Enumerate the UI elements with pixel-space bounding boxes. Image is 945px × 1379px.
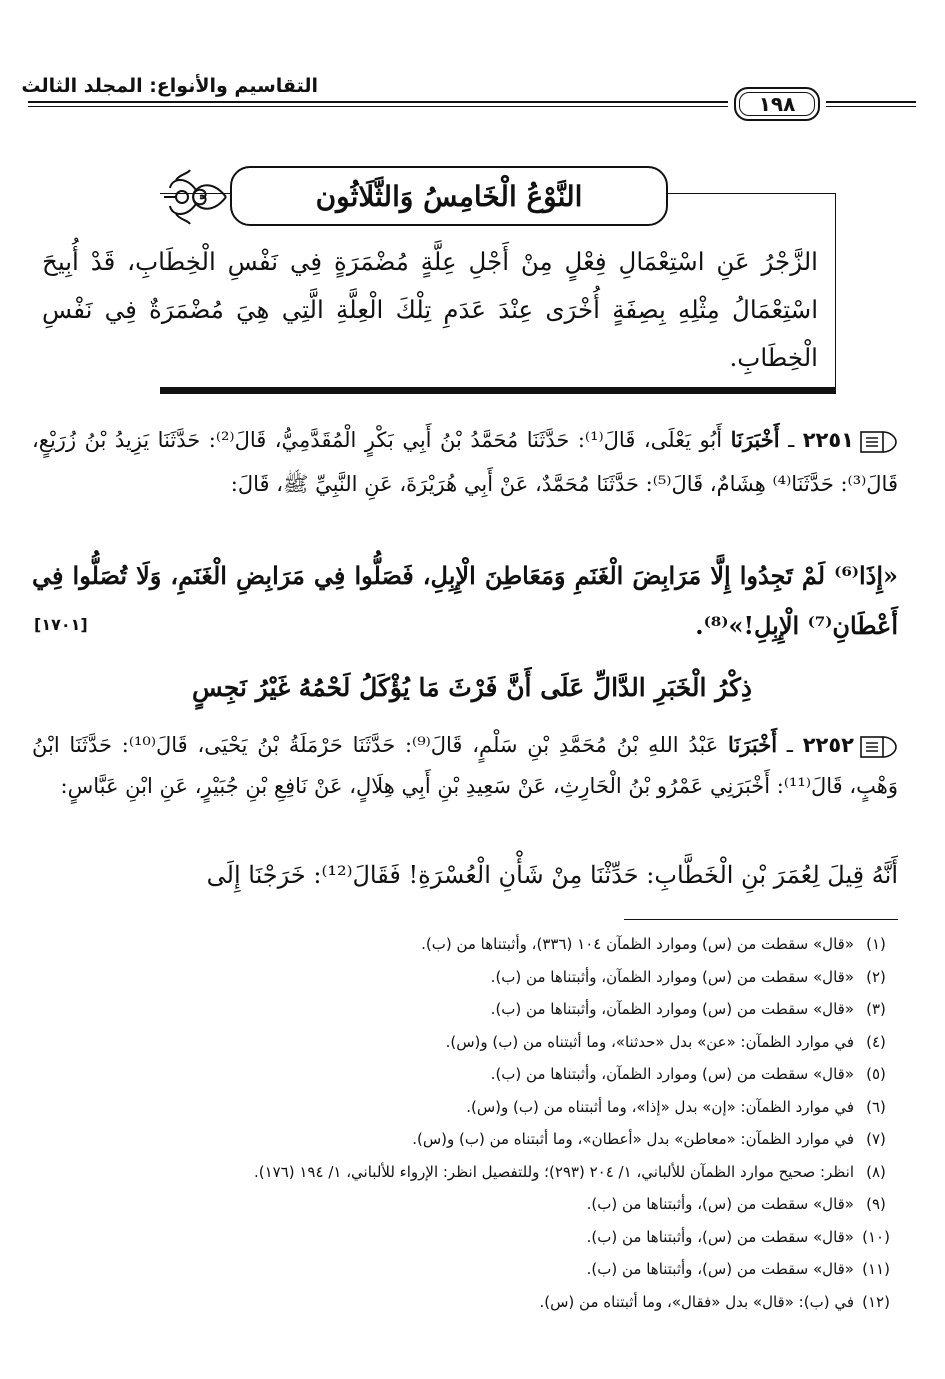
ikhbar-word: أَخْبَرَنَا — [728, 732, 778, 757]
footnote-number: (١٢) — [862, 1292, 890, 1311]
header-rule-right — [826, 101, 916, 103]
footnote — [28, 1091, 898, 1124]
hadith-2252-isnad — [32, 724, 898, 807]
footnote-text: في موارد الظمآن: «عن» بدل «حدثنا»، وما أثبتناه من (ب) و(س). — [445, 1032, 854, 1051]
footnote-text: «قال» سقطت من (س) وموارد الظمآن، وأثبتناها من (ب). — [490, 1000, 854, 1018]
footnote-text: في موارد الظمآن: «إن» بدل «إذا»، وما أثبتناه من (ب) و(س). — [466, 1097, 854, 1116]
chapter-bottom-rule — [160, 387, 836, 394]
footnote-text: في موارد الظمآن: «معاطن» بدل «أعطان»، وما أثبتناه من (ب) و(س). — [412, 1130, 854, 1148]
footnotes — [28, 928, 898, 1318]
footnote — [28, 1286, 898, 1319]
footnote — [28, 928, 898, 961]
footnote-separator — [624, 919, 898, 920]
footnote-number: (١٠) — [862, 1227, 890, 1246]
footnote-number: (٥) — [866, 1065, 886, 1083]
hadith-marker-icon — [860, 734, 898, 760]
footnote-text: «قال» سقطت من (س)، وأثبتناها من (ب). — [586, 1195, 854, 1213]
footnote — [28, 1156, 898, 1189]
footnote — [28, 1221, 898, 1254]
page-number-box — [734, 87, 820, 121]
header-rule — [28, 101, 728, 103]
footnote-number: (٧) — [866, 1130, 886, 1148]
header-rule-right-thin — [826, 106, 916, 107]
footnote-number: (١١) — [862, 1260, 890, 1278]
footnote — [28, 993, 898, 1026]
hadith-number: ٢٢٥٢ — [802, 733, 854, 757]
chapter-title: النَّوْعُ الْخَامِسُ وَالثَّلَاثُون — [315, 179, 583, 213]
floral-ornament-icon — [160, 166, 230, 228]
footnote-number: (٢) — [866, 967, 886, 986]
dash: ـ — [777, 733, 793, 757]
footnote — [28, 961, 898, 994]
footnote-text: «قال» سقطت من (س)، وأثبتناها من (ب). — [586, 1260, 854, 1278]
footnote-text: «قال» سقطت من (س) وموارد الظمآن ١٠٤ (٣٣٦)، وأثبتناها من (ب). — [421, 935, 854, 953]
footnote-number: (٤) — [866, 1032, 886, 1051]
isnad-text: أَبُو يَعْلَى، قَالَ⁽¹⁾: حَدَّثَنَا مُحَمَّدُ بْنُ أَبِي بَكْرٍ الْمُقَدَّمِيُّ، قَالَ⁽²⁾: حَدَّثَنَا يَزِيدُ بْنُ زُرَيْعٍ، قَالَ⁽³⁾: حَدَّثَنَا⁽⁴⁾ هِشَامٌ، قَالَ⁽⁵⁾: حَدَّثَنَا مُحَمَّدٌ، عَنْ أَبِي هُرَيْرَةَ، عَنِ النَّبِيِّ ﷺ، قَالَ: — [32, 428, 898, 496]
ikhbar-word: أَخْبَرَنَا — [730, 427, 780, 452]
footnote-number: (٣) — [866, 1000, 886, 1018]
footnote — [28, 1026, 898, 1059]
footnote-number: (٨) — [866, 1162, 886, 1181]
chapter-description: الزَّجْرُ عَنِ اسْتِعْمَالِ فِعْلٍ مِنْ أَجْلِ عِلَّةٍ مُضْمَرَةٍ فِي نَفْسِ الْخِطَابِ، قَدْ أُبِيحَ اسْتِعْمَالُ مِثْلِهِ بِصِفَةٍ أُخْرَى عِنْدَ عَدَمِ تِلْكَ الْعِلَّةِ الَّتِي هِيَ مُضْمَرَةٌ فِي نَفْسِ الْخِطَابِ. — [42, 247, 818, 372]
page-number: ١٩٨ — [758, 92, 796, 116]
footnote — [28, 1188, 898, 1221]
footnote — [28, 1058, 898, 1091]
section-heading: ذِكْرُ الْخَبَرِ الدَّالِّ عَلَى أَنَّ فَرْثَ مَا يُؤْكَلُ لَحْمُهُ غَيْرُ نَجِسٍ — [191, 673, 753, 702]
footnote — [28, 1253, 898, 1286]
footnote-number: (٦) — [866, 1097, 886, 1116]
running-header-title: التقاسيم والأنواع: المجلد الثالث — [21, 75, 318, 97]
footnote-text: «قال» سقطت من (س)، وأثبتناها من (ب). — [586, 1227, 854, 1246]
hadith-marker-icon — [860, 429, 898, 455]
chapter-title-box — [230, 166, 668, 226]
footnote-text: انظر: صحيح موارد الظمآن للألباني، ١/ ٢٠٤ (٢٩٣)؛ وللتفصيل انظر: الإرواء للألباني، ١/ ١٩٤ (١٧٦). — [253, 1162, 854, 1181]
footnote-text: في (ب): «قال» بدل «فقال»، وما أثبتناه من (س). — [539, 1292, 854, 1311]
header-rule-thin — [28, 106, 728, 107]
hadith-2251-matn: «إِذَا⁽⁶⁾ لَمْ تَجِدُوا إِلَّا مَرَابِضَ الْغَنَمِ وَمَعَاطِنَ الْإِبِلِ، فَصَلُّوا فِي مَرَابِضِ الْغَنَمِ، وَلَا تُصَلُّوا فِي أَعْطَانِ⁽⁷⁾ الْإِبِلِ!»⁽⁸⁾. — [32, 561, 898, 640]
hadith-2251-reference: [١٧٠١] — [34, 615, 88, 634]
footnote-number: (١) — [866, 935, 886, 953]
isnad-text: عَبْدُ اللهِ بْنُ مُحَمَّدِ بْنِ سَلْمٍ، قَالَ⁽⁹⁾: حَدَّثَنَا حَرْمَلَةُ بْنُ يَحْيَى، قَالَ⁽¹⁰⁾: حَدَّثَنَا ابْنُ وَهْبٍ، قَالَ⁽¹¹⁾: أَخْبَرَنِي عَمْرُو بْنُ الْحَارِثِ، عَنْ سَعِيدِ بْنِ أَبِي هِلَالٍ، عَنْ نَافِعِ بْنِ جُبَيْرٍ، عَنِ ابْنِ عَبَّاسٍ: — [32, 733, 898, 798]
footnote — [28, 1123, 898, 1156]
hadith-number: ٢٢٥١ — [802, 428, 855, 452]
footnote-number: (٩) — [866, 1195, 886, 1213]
footnote-text: «قال» سقطت من (س) وموارد الظمآن، وأثبتناها من (ب). — [490, 1065, 854, 1083]
hadith-2252-matn: أَنَّهُ قِيلَ لِعُمَرَ بْنِ الْخَطَّابِ: حَدِّثْنَا مِنْ شَأْنِ الْعُسْرَةِ! فَقَالَ⁽¹²⁾: خَرَجْنَا إِلَى — [206, 861, 898, 889]
dash: ـ — [779, 428, 795, 452]
hadith-2251-isnad — [32, 418, 898, 506]
footnote-text: «قال» سقطت من (س) وموارد الظمآن، وأثبتناها من (ب). — [490, 967, 854, 986]
